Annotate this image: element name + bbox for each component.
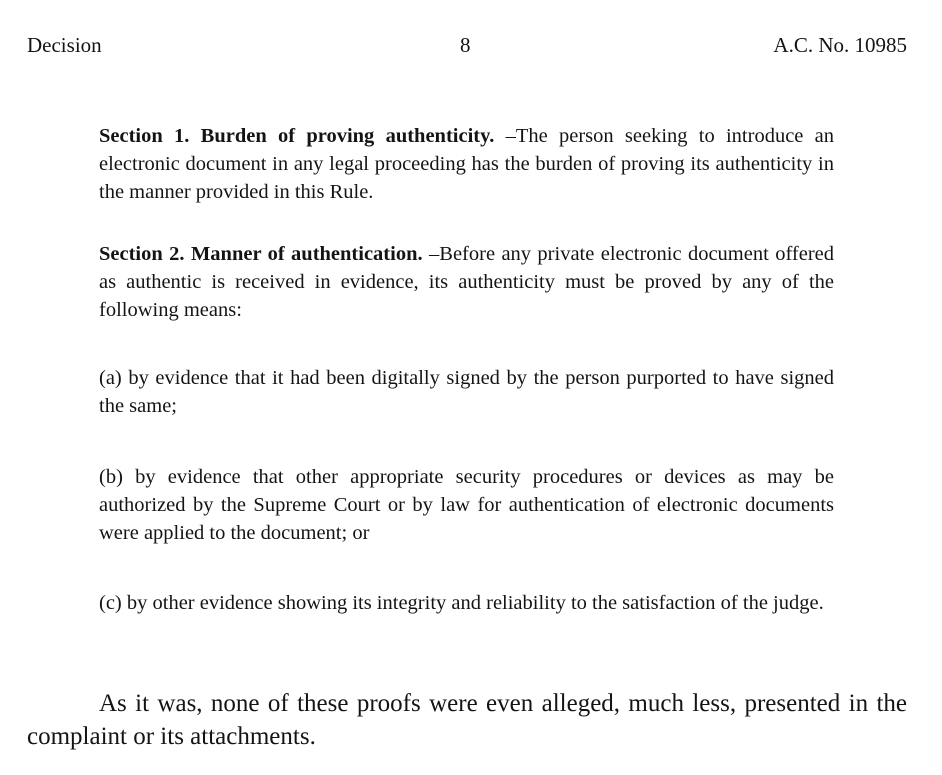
section-1-paragraph (99, 122, 834, 206)
means-item-c: (c) by other evidence showing its integrity and reliability to the satisfaction of the judge. (99, 592, 824, 614)
section-1-dash: – (505, 125, 516, 147)
page-header (27, 33, 907, 59)
case-number: A.C. No. 10985 (773, 33, 907, 57)
closing-paragraph: As it was, none of these proofs were even alleged, much less, presented in the complaint or its attachments. (27, 690, 907, 750)
section-2-text: Before any private electronic document offered as authentic is received in evidence, its authenticity must be proved by any of the following means: (99, 243, 835, 321)
section-2-heading: Section 2. Manner of authentication. (99, 243, 423, 265)
section-1-heading: Section 1. Burden of proving authenticity. (99, 125, 495, 147)
section-1-text: The person seeking to introduce an electronic document in any legal proceeding has the burden of proving its authenticity in the manner provided in this Rule. (99, 125, 835, 203)
section-2-paragraph (99, 240, 834, 324)
page-number: 8 (460, 33, 471, 57)
means-item-a: (a) by evidence that it had been digitally signed by the person purported to have signed the same; (99, 367, 834, 417)
document-type: Decision (27, 33, 102, 57)
means-item-b: (b) by evidence that other appropriate security procedures or devices as may be authorized by the Supreme Court or by law for authentication of electronic documents were applied to the document; or (99, 466, 834, 544)
section-2-dash: – (429, 243, 440, 265)
